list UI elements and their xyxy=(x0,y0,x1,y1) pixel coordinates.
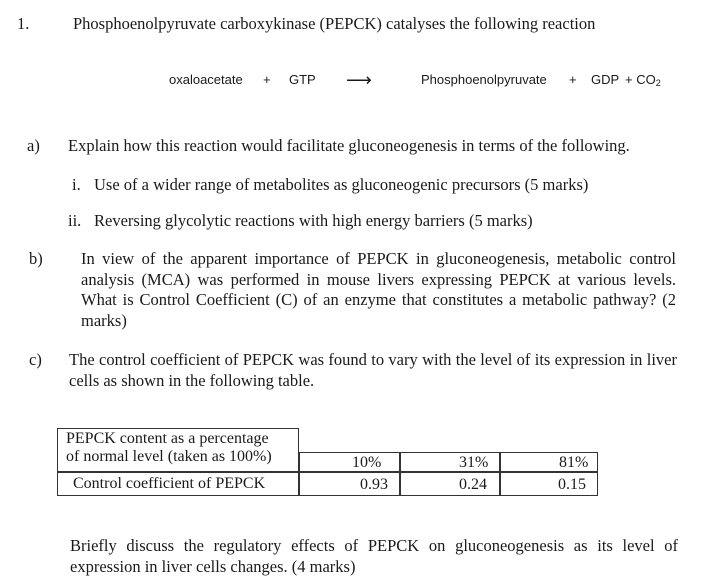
part-a-text: Explain how this reaction would facilitate gluconeogenesis in terms of the following. xyxy=(68,136,630,155)
part-b-text: In view of the apparent importance of PEPCK in gluconeogenesis, metabolic control analysis (MCA) was performed in mouse livers expressing PEPCK at various levels. What is Control Coefficient (C) of an enzyme that constitutes a metabolic pathway? (2 marks) xyxy=(81,249,676,330)
reaction-product-co2 xyxy=(625,72,661,88)
reaction-substrate-oxaloacetate: oxaloacetate xyxy=(169,72,243,87)
table-header-line: of normal level (taken as 100%) xyxy=(66,448,272,465)
co2-subscript: 2 xyxy=(655,78,661,88)
reaction-product-pep: Phosphoenolpyruvate xyxy=(421,72,547,87)
part-c-text: The control coefficient of PEPCK was found to vary with the level of its expression in liver cells as shown in the following table. xyxy=(69,350,677,390)
cell-value: 0.15 xyxy=(558,476,586,493)
question-intro: Phosphoenolpyruvate carboxykinase (PEPCK) catalyses the following reaction xyxy=(73,14,596,33)
part-a-item-text: Reversing glycolytic reactions with high energy barriers (5 marks) xyxy=(94,211,533,230)
table-cell-content xyxy=(400,452,500,472)
table-cell-coefficient xyxy=(500,472,598,496)
table-cell-coefficient xyxy=(299,472,400,496)
cell-value: 0.93 xyxy=(360,476,388,493)
reaction-product-gdp: GDP xyxy=(591,72,620,87)
cell-value: 81% xyxy=(559,454,589,471)
part-a-item-marker: i. xyxy=(72,175,81,194)
reaction-plus: + xyxy=(263,72,271,87)
question-number: 1. xyxy=(17,14,30,33)
cell-value: 31% xyxy=(459,454,489,471)
reaction-plus: + xyxy=(569,72,577,87)
part-a-item-marker: ii. xyxy=(68,211,82,230)
table-header-content xyxy=(57,428,299,472)
co2-label: + CO xyxy=(625,72,656,87)
table-header-coefficient xyxy=(57,472,299,496)
table-header-label: Control coefficient of PEPCK xyxy=(73,475,266,492)
part-b-label: b) xyxy=(29,249,43,268)
part-a-item-text: Use of a wider range of metabolites as gluconeogenic precursors (5 marks) xyxy=(94,175,589,194)
part-c-label: c) xyxy=(29,350,42,369)
part-a-label: a) xyxy=(27,136,40,155)
cell-value: 10% xyxy=(352,454,382,471)
table-header-line: PEPCK content as a percentage xyxy=(66,430,269,447)
reaction-arrow-icon: ⟶ xyxy=(346,70,372,90)
table-cell-content xyxy=(500,452,598,472)
table-cell-coefficient xyxy=(400,472,500,496)
table-cell-content xyxy=(299,452,400,472)
cell-value: 0.24 xyxy=(459,476,487,493)
reaction-substrate-gtp: GTP xyxy=(289,72,316,87)
part-c-follow-up: Briefly discuss the regulatory effects of PEPCK on gluconeogenesis as its level of expression in liver cells changes. (4 marks) xyxy=(70,536,678,576)
